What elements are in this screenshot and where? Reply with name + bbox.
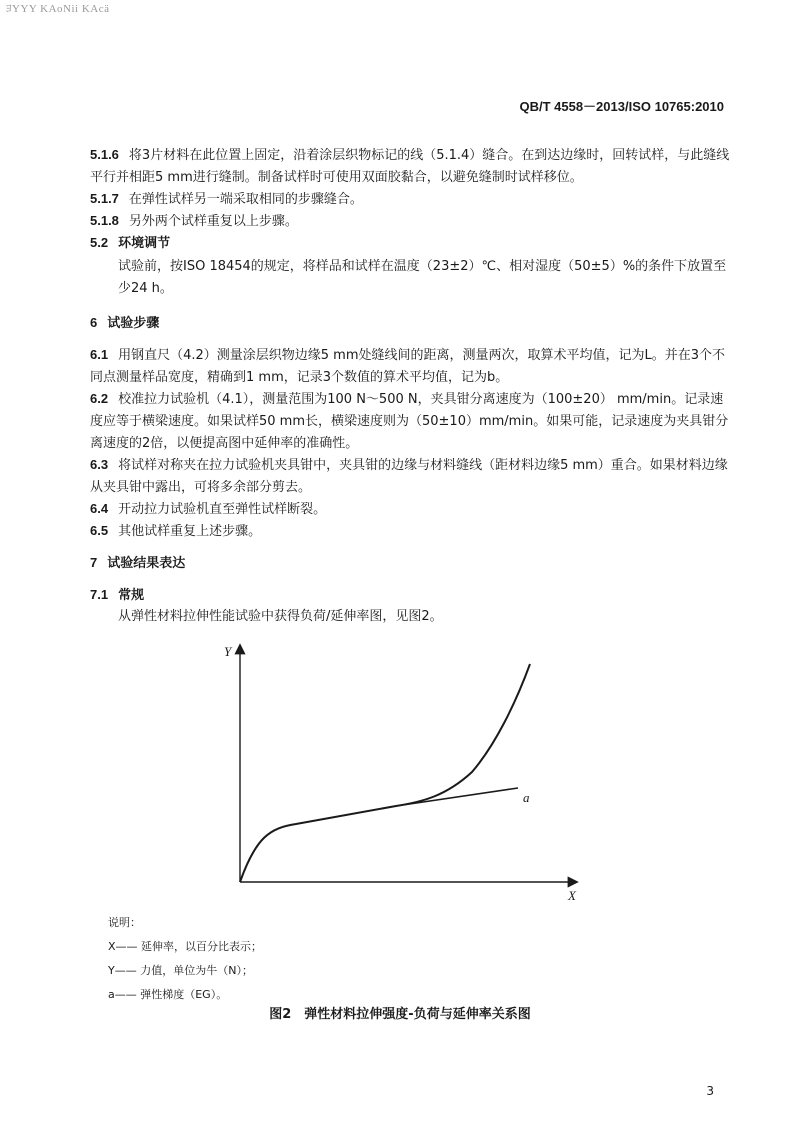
heading-7 bbox=[90, 552, 730, 575]
paragraph-figure-ref bbox=[90, 606, 758, 628]
clause-number: 7.1 bbox=[90, 587, 109, 602]
header-watermark: ﾖYYY KAoNii KAcä bbox=[6, 3, 110, 15]
clause-5-1-7 bbox=[90, 188, 730, 211]
clause-number: 6.2 bbox=[90, 391, 109, 406]
clause-text: 将试样对称夹在拉力试验机夹具钳中，夹具钳的边缘与材料缝线（距材料边缘5 mm）重合。如果材料边缘从夹具钳中露出，可将多余部分剪去。 bbox=[90, 458, 728, 495]
clause-text: 用钢直尺（4.2）测量涂层织物边缘5 mm处缝线间的距离，测量两次，取算术平均值，记为L。并在3个不同点测量样品宽度，精确到1 mm，记录3个数值的算术平均值，记为b。 bbox=[90, 348, 725, 385]
elastic-gradient-line bbox=[396, 788, 518, 806]
clause-number: 6.5 bbox=[90, 523, 109, 538]
legend-item-x: X—— 延伸率，以百分比表示； bbox=[108, 940, 263, 953]
page-number: 3 bbox=[706, 1084, 714, 1098]
clause-6-3 bbox=[90, 454, 730, 499]
heading-7-1 bbox=[90, 584, 730, 607]
paragraph-text: 从弹性材料拉伸性能试验中获得负荷/延伸率图，见图2。 bbox=[118, 609, 443, 624]
legend-item-a: a—— 弹性梯度（EG）。 bbox=[108, 988, 228, 1001]
heading-6 bbox=[90, 312, 730, 335]
clause-6-5 bbox=[90, 520, 730, 543]
legend-item-y: Y—— 力值，单位为牛（N）； bbox=[108, 964, 253, 977]
section-number: 7 bbox=[90, 555, 98, 570]
figure-caption: 图2 弹性材料拉伸强度-负荷与延伸率关系图 bbox=[269, 1007, 531, 1022]
paragraph-text: 试验前，按ISO 18454的规定，将样品和试样在温度（23±2）℃、相对湿度（50±5）%的条件下放置至少24 h。 bbox=[118, 259, 727, 296]
paragraph-conditioning bbox=[90, 256, 730, 300]
legend-title: 说明： bbox=[108, 916, 141, 929]
clause-number: 5.1.7 bbox=[90, 191, 119, 206]
clause-number: 5.1.6 bbox=[90, 147, 119, 162]
document-number: QB/T 4558－2013/ISO 10765:2010 bbox=[519, 99, 724, 114]
clause-number: 6.3 bbox=[90, 457, 109, 472]
clause-6-4 bbox=[90, 498, 730, 521]
section-number: 6 bbox=[90, 315, 98, 330]
clause-6-2 bbox=[90, 388, 730, 455]
clause-6-1 bbox=[90, 344, 730, 389]
clause-5-1-8 bbox=[90, 210, 730, 233]
clause-text: 其他试样重复上述步骤。 bbox=[118, 524, 262, 539]
clause-number: 6.4 bbox=[90, 501, 109, 516]
heading-5-2 bbox=[90, 232, 730, 255]
figure-legend bbox=[108, 914, 262, 1004]
clause-number: 6.1 bbox=[90, 347, 109, 362]
figure-2-diagram bbox=[200, 632, 600, 912]
x-axis-label: X bbox=[568, 888, 576, 903]
clause-text: 校准拉力试验机（4.1），测量范围为100 N～500 N，夹具钳分离速度为（100±20） mm/min。记录速度应等于横梁速度。如果试样50 mm长，横梁速度则为（50±10）mm/min。如果可能，记录速度为夹具钳分离速度的2倍，以便提高图中延伸率的准确性。 bbox=[90, 392, 729, 451]
clause-text: 另外两个试样重复以上步骤。 bbox=[128, 214, 298, 229]
clause-5-1-6 bbox=[90, 144, 730, 189]
load-elongation-curve bbox=[240, 664, 530, 882]
y-axis-label: Y bbox=[224, 644, 232, 659]
clause-text: 开动拉力试验机直至弹性试样断裂。 bbox=[118, 502, 327, 517]
heading-text: 常规 bbox=[118, 588, 145, 603]
heading-text: 试验步骤 bbox=[107, 316, 160, 331]
heading-text: 环境调节 bbox=[118, 236, 171, 251]
clause-number: 5.2 bbox=[90, 235, 109, 250]
curve-label-a: a bbox=[523, 790, 530, 805]
heading-text: 试验结果表达 bbox=[107, 556, 186, 571]
clause-number: 5.1.8 bbox=[90, 213, 119, 228]
clause-text: 将3片材料在此位置上固定，沿着涂层织物标记的线（5.1.4）缝合。在到达边缘时，回转试样，与此缝线平行并相距5 mm进行缝制。制备试样时可使用双面胶黏合，以避免缝制时试样移位。 bbox=[90, 148, 730, 185]
clause-text: 在弹性试样另一端采取相同的步骤缝合。 bbox=[128, 192, 363, 207]
